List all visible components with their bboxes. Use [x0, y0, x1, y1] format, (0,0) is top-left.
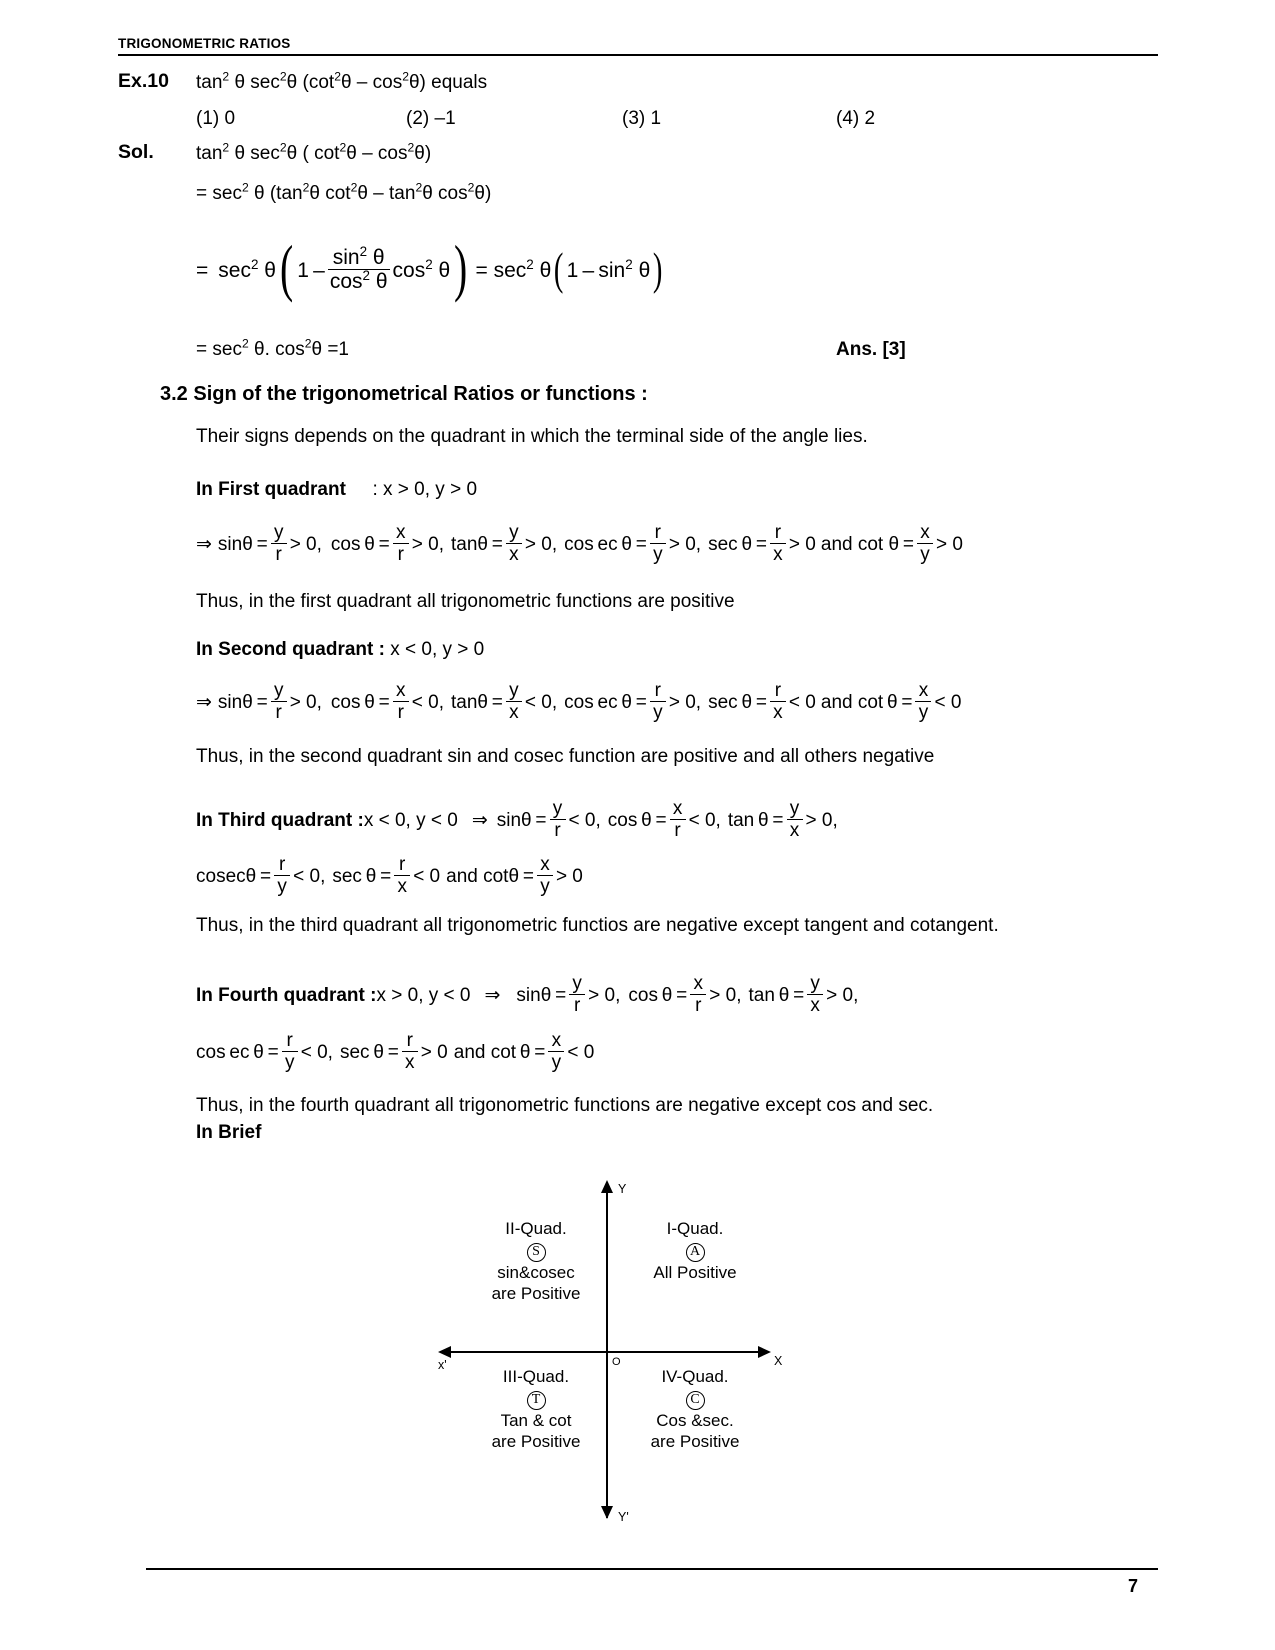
quadrant-two-line1: sin&cosec — [497, 1263, 575, 1283]
solution-line-4: = $\sec^2 \theta$. $\cos^2\theta =1$ — [196, 336, 349, 360]
option-3[interactable] — [622, 107, 661, 131]
quadrant-four-line1: Cos &sec. — [656, 1411, 734, 1431]
quadrant-two-name: II-Quad. — [505, 1219, 567, 1238]
cos-formula-q2: cos θ = — [330, 691, 390, 713]
fraction-y-over-x-q3: $\frac{y}{x}$ — [787, 799, 803, 841]
second-quadrant-formulas: ⇒ sinθ = $\frac{y}{r}$ > 0, cos θ = $\frac{x}{r}$ < 0, tanθ = $\frac{y}{x}$ < 0 , cos ec θ = $\frac{r}{y}$ > 0, sec θ = $\frac{r}{x}$ < 0 and cot θ = $\frac{x}{y}$ < 0 — [196, 680, 962, 724]
tan-rel-q1: > 0 — [524, 533, 552, 555]
fourth-quadrant-heading: In Fourth quadrant : x > 0, y < 0 ⇒ sinθ = $\frac{y}{r}$ > 0, cos θ = $\frac{x}{r}$ > 0 , tan θ = $\frac{y}{x}$ > 0 , — [196, 973, 859, 1017]
first-quadrant-condition: : x > 0, y > 0 — [372, 479, 478, 500]
implies-arrow-1: ⇒ — [196, 534, 212, 556]
first-quadrant-conclusion: Thus, in the first quadrant all trigonometric functions are positive — [196, 591, 735, 612]
sec-formula-q1: sec θ = — [708, 533, 767, 555]
third-quadrant-heading: In Third quadrant : x < 0, y < 0 ⇒ sinθ = $\frac{y}{r}$ < 0 , cos θ = $\frac{x}{r}$ < 0 , tan θ = $\frac{y}{x}$ > 0 , — [196, 798, 838, 842]
fraction-x-over-y-q4: $\frac{x}{y}$ — [548, 1031, 564, 1073]
in-brief-heading: In Brief — [196, 1122, 262, 1143]
fraction-r-over-y-q2: $\frac{r}{y}$ — [650, 681, 666, 723]
tan-formula-q4: tan θ = — [748, 984, 805, 1006]
fraction-r-over-x-q4: $\frac{r}{x}$ — [402, 1031, 418, 1073]
sec-rel-q1: > 0 — [788, 533, 816, 555]
fraction-y-over-r-q4: $\frac{y}{r}$ — [569, 974, 585, 1016]
quadrant-three-name: III-Quad. — [502, 1367, 570, 1386]
option-4-number: (4) — [836, 108, 860, 129]
fraction-y-over-x-q2: $\frac{y}{x}$ — [506, 681, 522, 723]
implies-arrow-2: ⇒ — [196, 692, 212, 714]
cosec-formula-q2: cos ec θ = — [564, 691, 647, 713]
fourth-quadrant-label: In Fourth quadrant : — [196, 984, 377, 1006]
one-minus-sin-squared: $1 - \sin^2 \theta$ — [566, 256, 651, 282]
circled-letter-a: A — [686, 1243, 705, 1262]
section-title: Sign of the trigonometrical Ratios or functions : — [193, 383, 648, 405]
cot-rel-q1: > 0 — [935, 533, 963, 555]
fraction-r-over-y-q4: $\frac{r}{y}$ — [282, 1031, 298, 1073]
right-paren-big: ) — [454, 232, 468, 304]
y-axis-line — [606, 1188, 608, 1518]
cot-rel-q2: < 0 — [934, 691, 962, 713]
implies-arrow-3: ⇒ — [471, 810, 488, 832]
first-quadrant-label: In First quadrant — [196, 479, 346, 500]
cosec-rel-q4: < 0 — [300, 1041, 328, 1063]
example-tag: Ex.10 — [118, 70, 169, 92]
cosec-rel-q1: > 0 — [668, 533, 696, 555]
equals-sign-1: = — [196, 258, 209, 282]
first-quadrant-heading — [196, 479, 477, 501]
one-minus: 1 – — [297, 258, 325, 282]
quadrant-one-line1: All Positive — [653, 1263, 737, 1283]
fraction-x-over-y-q2: $\frac{x}{y}$ — [915, 681, 931, 723]
quadrant-sign-diagram — [430, 1178, 830, 1538]
axis-label-y-positive: Y — [618, 1182, 627, 1196]
y-axis-up-arrow-icon — [601, 1180, 613, 1193]
right-paren-med: ) — [653, 243, 663, 295]
tan-rel-q2: < 0 — [524, 691, 552, 713]
and-text-q3: and cotθ = — [446, 865, 534, 887]
second-quadrant-condition: x < 0, y > 0 — [390, 639, 485, 660]
x-axis-left-arrow-icon — [438, 1346, 451, 1358]
sec-rel-q2: < 0 — [788, 691, 816, 713]
second-quadrant-label: In Second quadrant : — [196, 639, 385, 660]
fraction-r-over-y-q3: $\frac{r}{y}$ — [274, 855, 290, 897]
cos-rel-q2: < 0, — [411, 691, 444, 713]
tan-rel-q3: > 0 — [805, 809, 833, 831]
option-4[interactable] — [836, 107, 875, 131]
fraction-numerator: $\sin^2 \theta$ — [332, 244, 385, 269]
sin-rel-q4: > 0, — [588, 984, 621, 1006]
third-quadrant-conclusion: Thus, in the third quadrant all trigonometric functios are negative except tangent and cotangent. — [196, 915, 999, 936]
axis-label-y-negative: Y' — [618, 1510, 629, 1524]
option-1[interactable] — [196, 107, 235, 131]
cosec-formula-q1: cos ec θ = — [564, 533, 647, 555]
cosec-rel-q3: < 0 — [293, 865, 321, 887]
fraction-r-over-x-q2: $\frac{r}{x}$ — [770, 681, 786, 723]
quadrant-block-one — [620, 1218, 770, 1283]
footer-divider — [146, 1568, 1158, 1570]
fraction-x-over-y-q1: $\frac{x}{y}$ — [917, 523, 933, 565]
fraction-r-over-y-q1: $\frac{r}{y}$ — [650, 523, 666, 565]
tan-rel-q4: > 0 — [826, 984, 854, 1006]
quadrant-four-name: IV-Quad. — [661, 1367, 729, 1386]
sin-formula-q2: sinθ = — [217, 691, 268, 713]
solution-line-2: = $\sec^2 \theta$ ($\tan^2\theta$ $\cot^2\theta - \tan^2\theta$ $\cos^2\theta$) — [196, 180, 492, 204]
fraction-y-over-x-q1: $\frac{y}{x}$ — [506, 523, 522, 565]
sin-formula-q1: sinθ = — [217, 533, 268, 555]
fraction-y-over-r-q3: $\frac{y}{r}$ — [550, 799, 566, 841]
second-quadrant-heading — [196, 639, 484, 661]
axis-label-x-negative: x' — [438, 1358, 447, 1372]
option-1-number: (1) — [196, 108, 220, 129]
section-heading — [160, 383, 648, 406]
cot-rel-q4: < 0 — [567, 1041, 595, 1063]
sin-over-cos-fraction — [328, 244, 390, 294]
cos-rel-q3: < 0 — [688, 809, 716, 831]
cosec-formula-q3: cosecθ = — [196, 865, 272, 887]
cosec-rel-q2: > 0, — [668, 691, 702, 713]
quadrant-three-line2: are Positive — [491, 1432, 581, 1452]
third-quadrant-condition: x < 0, y < 0 — [363, 809, 458, 831]
sec-formula-q2: sec θ = — [708, 691, 767, 713]
circled-letter-c: C — [686, 1391, 705, 1410]
fraction-y-over-r-q1: $\frac{y}{r}$ — [271, 523, 287, 565]
sec-squared-theta-1: $\sec^2 \theta$ — [218, 256, 276, 282]
solution-tag: Sol. — [118, 141, 154, 163]
example-statement-text: $\tan^2 \theta$ $\sec^2\theta$ $(\cot^2\theta - \cos^2\theta)$ equals — [196, 69, 488, 93]
cos-rel-q4: > 0 — [709, 984, 737, 1006]
cos-rel-q1: > 0 — [411, 533, 439, 555]
sin-rel-q1: > 0, — [289, 533, 322, 555]
tan-formula-q2: tanθ = — [451, 691, 503, 713]
fraction-x-over-r-q4: $\frac{x}{r}$ — [690, 974, 706, 1016]
sin-formula-q4: sinθ = — [516, 984, 567, 1006]
solution-line-3 — [196, 232, 666, 304]
left-paren-med: ( — [554, 243, 564, 295]
quadrant-block-three — [466, 1366, 606, 1452]
fraction-x-over-r-q1: $\frac{x}{r}$ — [393, 523, 409, 565]
quadrant-two-line2: are Positive — [491, 1284, 581, 1304]
tan-formula-q1: tanθ = — [451, 533, 503, 555]
third-quadrant-formulas-2: cosecθ = $\frac{r}{y}$ < 0 , sec θ = $\frac{r}{x}$ < 0 and cotθ = $\frac{x}{y}$ > 0 — [196, 854, 583, 898]
fraction-x-over-y-q3: $\frac{x}{y}$ — [537, 855, 553, 897]
fourth-quadrant-conclusion: Thus, in the fourth quadrant all trigonometric functions are negative except cos and sec. — [196, 1095, 934, 1116]
solution-line-1: $\tan^2 \theta$ $\sec^2\theta$ ( $\cot^2\theta - \cos^2\theta$) — [196, 140, 432, 164]
quadrant-four-line2: are Positive — [650, 1432, 740, 1452]
implies-arrow-4: ⇒ — [484, 985, 501, 1007]
quadrant-block-two — [466, 1218, 606, 1304]
answer-label: Ans. [3] — [836, 339, 906, 360]
quadrant-block-four — [620, 1366, 770, 1452]
circled-letter-t: T — [527, 1391, 546, 1410]
cos-formula-q3: cos θ = — [607, 809, 667, 831]
section-number: 3.2 — [160, 383, 188, 405]
fraction-y-over-x-q4: $\frac{y}{x}$ — [807, 974, 823, 1016]
page-number: 7 — [1128, 1576, 1139, 1596]
page-header — [118, 36, 1158, 56]
tan-formula-q3: tan θ = — [727, 809, 784, 831]
option-4-value: 2 — [864, 108, 876, 129]
cos-squared-theta: $\cos^2 \theta$ — [392, 256, 451, 282]
option-2-number: (2) — [406, 108, 430, 129]
fraction-r-over-x-q3: $\frac{r}{x}$ — [394, 855, 410, 897]
sec-rel-q4: > 0 — [420, 1041, 448, 1063]
first-quadrant-formulas: ⇒ sinθ = $\frac{y}{r}$ > 0, cos θ = $\frac{x}{r}$ > 0 , tanθ = $\frac{y}{x}$ > 0 , cos ec θ = $\frac{r}{y}$ > 0 , sec θ = $\frac{r}{x}$ > 0 and cot θ = $\frac{x}{y}$ > 0 — [196, 522, 963, 566]
cos-formula-q1: cos θ = — [330, 533, 390, 555]
quadrant-one-name: I-Quad. — [666, 1219, 724, 1238]
fourth-quadrant-formulas-2: cos ec θ = $\frac{r}{y}$ < 0 , sec θ = $\frac{r}{x}$ > 0 and cot θ = $\frac{x}{y}$ < 0 — [196, 1030, 595, 1074]
axis-label-origin: O — [612, 1356, 621, 1368]
second-quadrant-conclusion: Thus, in the second quadrant sin and cosec function are positive and all others negative — [196, 746, 935, 767]
sec-formula-q4: sec θ = — [339, 1041, 399, 1063]
fraction-x-over-r-q3: $\frac{x}{r}$ — [670, 799, 686, 841]
sin-rel-q3: < 0 — [568, 809, 596, 831]
header-divider — [118, 54, 1158, 56]
sin-formula-q3: sinθ = — [496, 809, 547, 831]
option-2[interactable] — [406, 107, 456, 131]
fraction-denominator: $\cos^2 \theta$ — [329, 268, 388, 294]
cot-rel-q3: > 0 — [555, 865, 583, 887]
and-text-q4: and cot θ = — [453, 1041, 546, 1063]
equals-sec-squared: = $\sec^2 \theta$ — [475, 256, 552, 282]
option-2-value: –1 — [434, 108, 456, 129]
option-3-value: 1 — [650, 108, 662, 129]
fraction-y-over-r-q2: $\frac{y}{r}$ — [271, 681, 287, 723]
sec-rel-q3: < 0 — [413, 865, 441, 887]
header-title: TRIGONOMETRIC RATIOS — [118, 36, 291, 51]
axis-label-x-positive: X — [774, 1354, 783, 1368]
fraction-r-over-x-q1: $\frac{r}{x}$ — [770, 523, 786, 565]
fourth-quadrant-condition: x > 0, y < 0 — [376, 984, 471, 1006]
example-statement — [196, 71, 487, 95]
and-text-q1: and cot θ = — [820, 533, 914, 555]
and-text-q2: and cot θ = — [820, 691, 913, 713]
cos-formula-q4: cos θ = — [628, 984, 688, 1006]
circled-letter-s: S — [527, 1243, 546, 1262]
y-axis-down-arrow-icon — [601, 1506, 613, 1519]
section-intro: Their signs depends on the quadrant in which the terminal side of the angle lies. — [196, 426, 868, 447]
third-quadrant-label: In Third quadrant : — [196, 809, 364, 831]
sec-formula-q3: sec θ = — [332, 865, 392, 887]
x-axis-line — [448, 1351, 768, 1353]
option-3-number: (3) — [622, 108, 646, 129]
sin-rel-q2: > 0, — [289, 691, 322, 713]
cosec-formula-q4: cos ec θ = — [196, 1041, 279, 1063]
quadrant-three-line1: Tan & cot — [500, 1411, 572, 1431]
option-1-value: 0 — [224, 108, 236, 129]
x-axis-right-arrow-icon — [758, 1346, 771, 1358]
fraction-x-over-r-q2: $\frac{x}{r}$ — [393, 681, 409, 723]
left-paren-big: ( — [280, 232, 294, 304]
